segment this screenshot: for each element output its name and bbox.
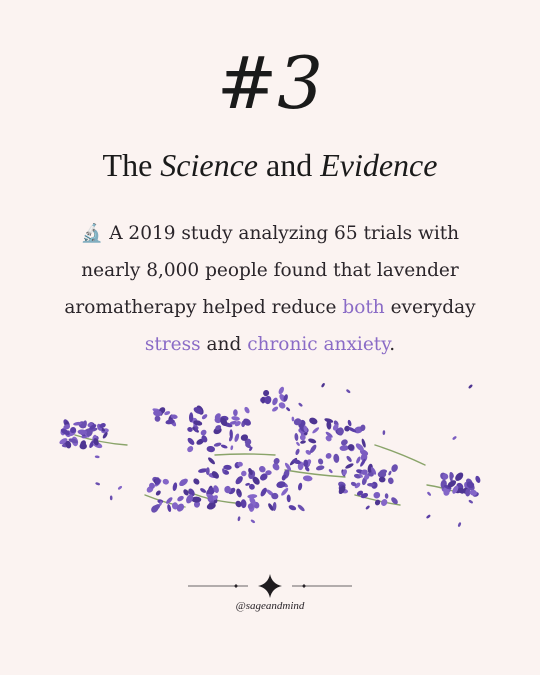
lavender-bud bbox=[317, 458, 324, 466]
lavender-bud bbox=[339, 445, 348, 452]
author-handle: @sageandmind bbox=[235, 600, 305, 612]
slide-number-hash: # bbox=[216, 41, 278, 125]
lavender-bud bbox=[162, 478, 170, 486]
lavender-bud bbox=[315, 465, 324, 472]
lavender-petal bbox=[365, 505, 370, 510]
lavender-bud bbox=[259, 487, 268, 498]
lavender-petal bbox=[285, 407, 290, 412]
lavender-bud bbox=[308, 438, 317, 445]
lavender-bud bbox=[372, 491, 381, 500]
lavender-bud bbox=[294, 433, 298, 441]
lavender-bud bbox=[345, 455, 352, 463]
lavender-bud bbox=[379, 476, 386, 482]
divider-ornament bbox=[188, 572, 352, 602]
lavender-petal bbox=[468, 384, 473, 389]
lavender-petal bbox=[250, 519, 255, 524]
lavender-bud bbox=[213, 442, 221, 447]
lavender-bud bbox=[277, 386, 285, 395]
lavender-bud bbox=[308, 416, 318, 425]
slide-number-digit: 3 bbox=[277, 41, 324, 125]
lavender-bud bbox=[474, 475, 481, 484]
slide-number bbox=[0, 38, 540, 128]
lavender-bud bbox=[303, 475, 313, 482]
lavender-bud bbox=[234, 475, 244, 486]
lavender-bud bbox=[192, 477, 201, 486]
lavender-bud bbox=[243, 406, 250, 414]
lavender-petal bbox=[382, 430, 385, 435]
lavender-bud bbox=[385, 493, 389, 499]
lavender-bud bbox=[355, 456, 361, 464]
lavender-bud bbox=[176, 495, 185, 503]
lavender-petal bbox=[468, 499, 473, 504]
lavender-bud bbox=[300, 440, 306, 444]
lavender-bud bbox=[223, 465, 232, 470]
lavender-bud bbox=[380, 498, 389, 507]
lavender-bud bbox=[340, 438, 349, 446]
page-title bbox=[0, 145, 540, 185]
lavender-petal bbox=[110, 495, 113, 500]
lavender-petal bbox=[95, 455, 100, 458]
lavender-bud bbox=[390, 463, 399, 473]
lavender-petal bbox=[298, 402, 303, 407]
body-text-1: A 2019 study analyzing 65 trials with nearly 8,000 people found that lavender aromatherapy helped reduce bbox=[64, 223, 460, 318]
lavender-bud bbox=[178, 477, 189, 487]
body-text-4: . bbox=[389, 334, 396, 355]
lavender-bud bbox=[333, 453, 340, 463]
lavender-bud bbox=[199, 487, 207, 494]
lavender-petal bbox=[388, 470, 392, 475]
body-text-3: and bbox=[200, 334, 248, 355]
highlight-both: both bbox=[342, 297, 385, 318]
lavender-bud bbox=[248, 503, 254, 509]
lavender-bud bbox=[233, 409, 238, 416]
highlight-stress: stress bbox=[144, 334, 201, 355]
lavender-petal bbox=[457, 522, 461, 527]
lavender-petal bbox=[346, 389, 351, 394]
body-text-2: everyday bbox=[384, 297, 476, 318]
lavender-bud bbox=[297, 482, 302, 490]
lavender-petal bbox=[328, 468, 333, 473]
lavender-petal bbox=[291, 417, 294, 422]
microscope-icon: 🔬 bbox=[80, 223, 104, 244]
lavender-bud bbox=[154, 415, 160, 422]
lavender-bud bbox=[295, 448, 301, 455]
lavender-petal bbox=[427, 491, 432, 496]
highlight-chronic-anxiety: chronic anxiety bbox=[247, 334, 390, 355]
lavender-bud bbox=[387, 477, 394, 485]
lavender-bud bbox=[234, 433, 241, 443]
lavender-bud bbox=[220, 444, 228, 449]
lavender-bud bbox=[271, 397, 279, 406]
lavender-bud bbox=[186, 437, 195, 447]
lavender-bud bbox=[167, 504, 172, 513]
lavender-petal bbox=[230, 445, 233, 450]
lavender-bud bbox=[206, 446, 215, 453]
lavender-bud bbox=[277, 401, 286, 410]
lavender-petal bbox=[452, 435, 457, 440]
lavender-bud bbox=[297, 504, 306, 513]
lavender-petal bbox=[296, 441, 301, 446]
lavender-petal bbox=[117, 485, 122, 490]
lavender-bud bbox=[231, 415, 240, 421]
lavender-bud bbox=[324, 452, 332, 460]
lavender-bud bbox=[199, 428, 207, 436]
lavender-illustration bbox=[55, 375, 495, 555]
lavender-bud bbox=[286, 494, 290, 502]
lavender-bud bbox=[344, 462, 354, 469]
body-paragraph bbox=[50, 215, 490, 363]
lavender-bud bbox=[347, 419, 352, 426]
lavender-bud bbox=[172, 482, 178, 491]
lavender-bud bbox=[187, 426, 194, 432]
title-part-2: Science bbox=[160, 147, 258, 183]
lavender-bud bbox=[276, 480, 287, 489]
title-part-4: Evidence bbox=[320, 147, 438, 183]
lavender-bud bbox=[311, 426, 320, 434]
lavender-bud bbox=[234, 420, 242, 428]
title-part-1: The bbox=[102, 147, 161, 183]
lavender-petal bbox=[321, 382, 326, 387]
lavender-petal bbox=[237, 516, 240, 521]
lavender-bud bbox=[155, 490, 162, 497]
lavender-bud bbox=[288, 504, 297, 511]
lavender-bud bbox=[186, 445, 194, 454]
lavender-bud bbox=[271, 406, 279, 413]
lavender-bud bbox=[207, 456, 216, 465]
lavender-petal bbox=[95, 482, 100, 486]
lavender-bud bbox=[264, 395, 272, 404]
lavender-petal bbox=[426, 514, 431, 519]
title-part-3: and bbox=[258, 147, 321, 183]
